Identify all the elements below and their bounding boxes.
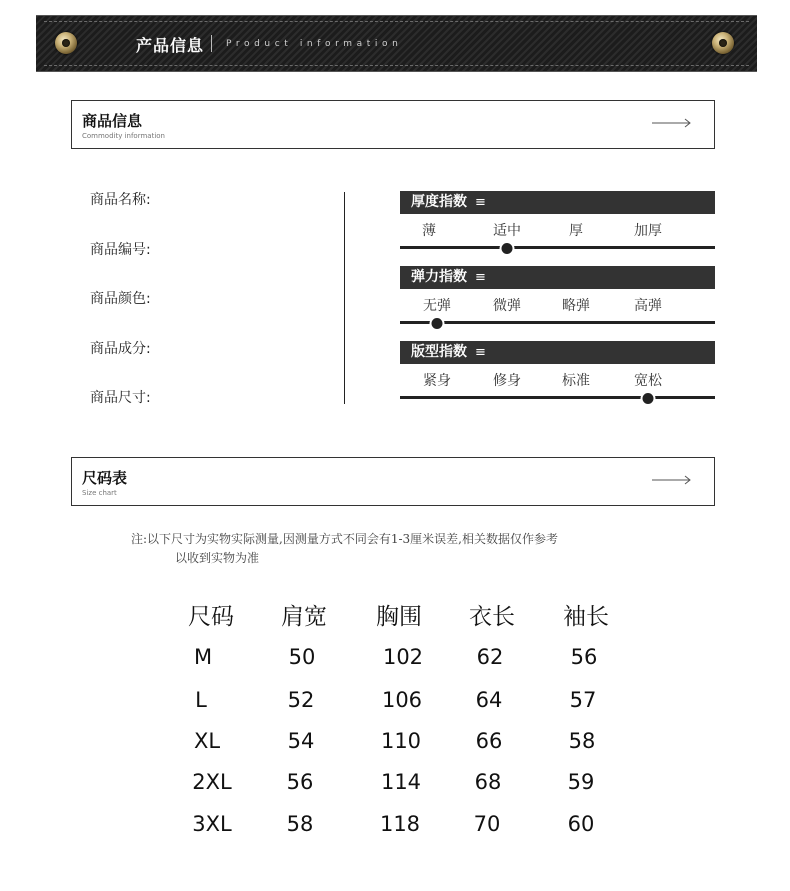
size-table-header: 尺码 [188,604,234,630]
menu-lines-icon: ≡ [475,270,486,285]
size-table-cell: 66 [475,729,503,753]
index-level: 厚 [569,223,583,239]
size-table-cell: 2XL [192,770,232,794]
measurement-note [131,530,558,568]
elasticity-index-label: 弹力指数 [411,269,467,285]
size-table-cell: 60 [567,812,595,836]
size-table-cell: M [193,645,213,669]
size-table-cell: 57 [569,688,597,712]
elasticity-index [400,266,715,326]
index-level: 略弹 [562,298,590,314]
size-table-cell: 50 [288,645,316,669]
index-level: 紧身 [423,373,451,389]
info-label-code: 商品编号: [90,242,151,258]
fit-index-track [400,396,715,399]
size-table-cell: 64 [475,688,503,712]
size-table-cell: 58 [286,812,314,836]
thickness-index-title [400,191,715,214]
index-level: 加厚 [634,223,662,239]
size-table-cell: 106 [381,688,423,712]
index-level: 适中 [493,223,521,239]
size-table-cell: 56 [570,645,598,669]
fit-index-levels [400,370,715,388]
size-table-cell: 54 [287,729,315,753]
size-table-header: 衣长 [469,604,515,630]
rivet-right-icon [712,32,734,54]
elasticity-index-track [400,321,715,324]
index-level: 标准 [562,373,590,389]
size-table-cell: 70 [473,812,501,836]
index-level: 薄 [422,223,436,239]
fit-index-marker [641,391,656,406]
banner-stitch-top [44,21,749,22]
thickness-index-label: 厚度指数 [411,194,467,210]
commodity-info-title: 商品信息 [82,112,143,130]
index-level: 无弹 [423,298,451,314]
elasticity-index-levels [400,295,715,313]
rivet-left-icon [55,32,77,54]
arrow-right-icon [652,474,692,486]
size-table-cell: 52 [287,688,315,712]
thickness-index [400,191,715,251]
size-table-cell: XL [193,729,221,753]
size-table-cell: 110 [380,729,422,753]
size-table-cell: 102 [382,645,424,669]
arrow-right-icon [652,117,692,129]
index-level: 高弹 [634,298,662,314]
commodity-info-subtitle: Commodity information [82,132,165,140]
size-table-cell: L [195,688,207,712]
menu-lines-icon: ≡ [475,345,486,360]
size-table-cell: 58 [568,729,596,753]
banner-stitch-bottom [44,65,749,66]
banner-title: 产品信息 [136,36,205,55]
size-table-cell: 3XL [192,812,232,836]
info-label-size: 商品尺寸: [90,390,151,406]
size-table-cell: 114 [380,770,422,794]
info-label-material: 商品成分: [90,341,151,357]
thickness-index-track [400,246,715,249]
banner-subtitle: Product information [226,39,403,49]
fit-index [400,341,715,401]
size-table-cell: 56 [286,770,314,794]
fit-index-title [400,341,715,364]
info-vertical-divider [344,192,345,404]
size-chart-title: 尺码表 [82,469,128,487]
thickness-index-marker [500,241,515,256]
info-label-name: 商品名称: [90,192,151,208]
info-label-color: 商品颜色: [90,291,151,307]
elasticity-index-marker [430,316,445,331]
commodity-info-header [71,100,715,149]
size-table-header: 胸围 [376,604,422,630]
size-chart-header [71,457,715,506]
menu-lines-icon: ≡ [475,195,486,210]
size-table-header: 袖长 [563,604,609,630]
banner-separator [211,35,212,52]
index-level: 宽松 [634,373,662,389]
size-table-header: 肩宽 [281,604,327,630]
index-level: 微弹 [493,298,521,314]
size-table-cell: 62 [476,645,504,669]
product-info-banner [36,15,757,72]
size-chart-subtitle: Size chart [82,489,117,497]
size-table-cell: 118 [379,812,421,836]
measurement-note-line2: 以收到实物为准 [175,551,260,565]
thickness-index-levels [400,220,715,238]
fit-index-label: 版型指数 [411,344,467,360]
index-level: 修身 [493,373,521,389]
measurement-note-line1: 注:以下尺寸为实物实际测量,因测量方式不同会有1-3厘米误差,相关数据仅作参考 [131,532,558,546]
size-table-cell: 59 [567,770,595,794]
elasticity-index-title [400,266,715,289]
size-table-cell: 68 [474,770,502,794]
